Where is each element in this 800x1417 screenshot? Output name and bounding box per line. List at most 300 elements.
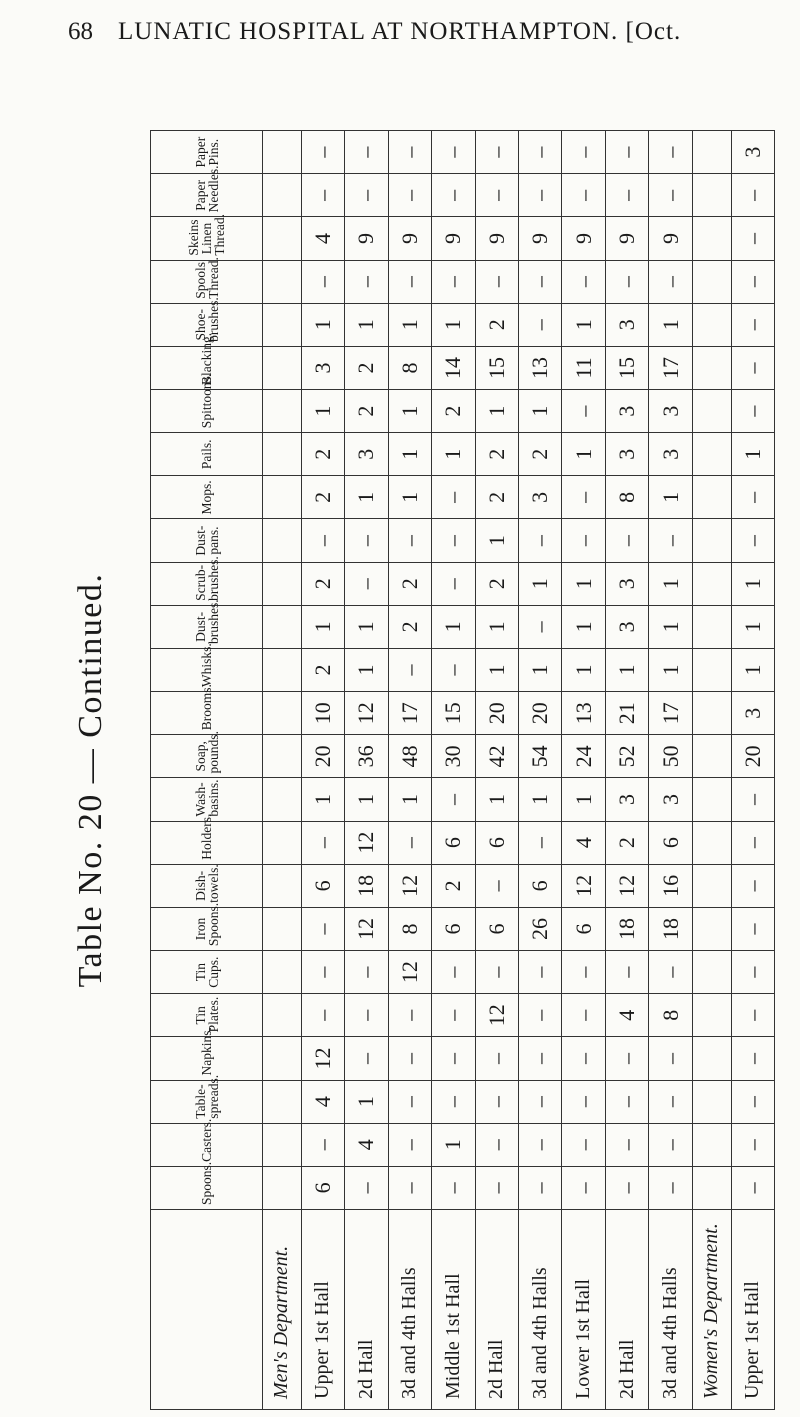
table-cell: – xyxy=(562,260,605,303)
table-cell: – xyxy=(301,994,344,1037)
table-cell: 1 xyxy=(475,648,518,691)
table-cell: 1 xyxy=(518,390,561,433)
table-cell: – xyxy=(475,1037,518,1080)
column-header: Table-spreads. xyxy=(151,1080,263,1123)
table-cell: 1 xyxy=(562,562,605,605)
table-caption-text: Table No. 20 — Continued. xyxy=(72,572,109,988)
column-header: Holders. xyxy=(151,821,263,864)
table-cell: 1 xyxy=(388,476,431,519)
table-cell: – xyxy=(432,994,475,1037)
table-cell: – xyxy=(301,260,344,303)
table-cell: 1 xyxy=(432,605,475,648)
table-row xyxy=(301,131,344,1410)
table-cell: 1 xyxy=(562,433,605,476)
table-cell: 8 xyxy=(649,994,692,1037)
table-cell xyxy=(692,519,731,562)
column-header: Wash-basins. xyxy=(151,778,263,821)
table-cell: 13 xyxy=(562,692,605,735)
table-cell: 1 xyxy=(475,519,518,562)
table-cell: 1 xyxy=(475,390,518,433)
table-cell: 1 xyxy=(345,303,388,346)
table-cell xyxy=(692,476,731,519)
table-cell: 3 xyxy=(731,131,775,174)
table-cell: 1 xyxy=(649,605,692,648)
table-cell: – xyxy=(301,519,344,562)
row-label: Upper 1st Hall xyxy=(731,1210,775,1410)
table-cell: – xyxy=(345,519,388,562)
table-cell: 12 xyxy=(388,951,431,994)
table-cell: 1 xyxy=(518,648,561,691)
table-cell: 2 xyxy=(518,433,561,476)
table-caption xyxy=(68,150,114,1410)
table-cell: – xyxy=(731,346,775,389)
table-cell: 20 xyxy=(475,692,518,735)
table-cell: – xyxy=(649,519,692,562)
table-cell: – xyxy=(345,1166,388,1209)
table-cell xyxy=(263,217,302,260)
table-cell: 1 xyxy=(475,605,518,648)
table-cell xyxy=(263,562,302,605)
table-cell: 4 xyxy=(345,1123,388,1166)
table-cell: 3 xyxy=(518,476,561,519)
table-cell xyxy=(263,260,302,303)
table-row xyxy=(475,131,518,1410)
table-cell: 9 xyxy=(562,217,605,260)
table-cell: – xyxy=(562,1037,605,1080)
table-cell xyxy=(263,864,302,907)
table-cell: 1 xyxy=(301,778,344,821)
table-cell: 8 xyxy=(605,476,648,519)
table-cell: – xyxy=(518,303,561,346)
running-head: LUNATIC HOSPITAL AT NORTHAMPTON. [Oct. xyxy=(118,18,682,45)
table-cell: 2 xyxy=(345,390,388,433)
table-cell: 1 xyxy=(475,778,518,821)
table-cell: 1 xyxy=(562,303,605,346)
table-cell: – xyxy=(731,1037,775,1080)
column-header: Dish-towels. xyxy=(151,864,263,907)
table-row xyxy=(345,131,388,1410)
table-cell: 17 xyxy=(388,692,431,735)
table-cell: 18 xyxy=(649,907,692,950)
table-cell: 6 xyxy=(432,907,475,950)
table-cell: – xyxy=(388,1166,431,1209)
table-cell: 1 xyxy=(649,648,692,691)
table-cell: – xyxy=(301,174,344,217)
table-cell: 1 xyxy=(345,1080,388,1123)
table-cell: 1 xyxy=(388,433,431,476)
table-cell: 12 xyxy=(345,821,388,864)
table-cell: – xyxy=(731,821,775,864)
table-cell: – xyxy=(562,994,605,1037)
table-cell: 3 xyxy=(301,346,344,389)
table-cell: – xyxy=(432,951,475,994)
table-cell: – xyxy=(731,1166,775,1209)
table-cell: – xyxy=(518,174,561,217)
table-cell: – xyxy=(345,562,388,605)
table-cell: – xyxy=(605,1037,648,1080)
table-cell xyxy=(692,433,731,476)
table-cell: 1 xyxy=(388,303,431,346)
table-cell: 1 xyxy=(301,605,344,648)
table-cell: 6 xyxy=(301,864,344,907)
corner-cell xyxy=(151,1210,263,1410)
table-cell: 9 xyxy=(605,217,648,260)
table-cell: – xyxy=(649,1123,692,1166)
table-cell: – xyxy=(731,303,775,346)
table-cell xyxy=(692,907,731,950)
table-cell xyxy=(263,1080,302,1123)
table-cell: 20 xyxy=(518,692,561,735)
table-cell: 26 xyxy=(518,907,561,950)
table-cell: – xyxy=(562,1123,605,1166)
table-cell: – xyxy=(388,519,431,562)
table-cell xyxy=(692,1123,731,1166)
row-label: Middle 1st Hall xyxy=(432,1210,475,1410)
table-cell: – xyxy=(605,260,648,303)
table-cell xyxy=(263,476,302,519)
table-cell: – xyxy=(605,1080,648,1123)
column-header: Shoe-brushes. xyxy=(151,303,263,346)
column-header: Spoons. xyxy=(151,1166,263,1209)
table-cell: – xyxy=(649,1080,692,1123)
table-cell: – xyxy=(562,476,605,519)
table-cell: – xyxy=(518,821,561,864)
table-cell xyxy=(263,1166,302,1209)
table-cell xyxy=(692,217,731,260)
table-cell: 1 xyxy=(605,648,648,691)
table-cell: – xyxy=(301,951,344,994)
table-cell: 2 xyxy=(388,605,431,648)
table-cell: – xyxy=(345,951,388,994)
column-header: Spools Thread. xyxy=(151,260,263,303)
table-cell: – xyxy=(731,260,775,303)
table-cell xyxy=(263,390,302,433)
table-cell: 1 xyxy=(432,303,475,346)
table-cell: 9 xyxy=(649,217,692,260)
table-cell xyxy=(263,778,302,821)
section-label: Women's Department. xyxy=(692,1210,731,1410)
table-cell xyxy=(263,346,302,389)
table-cell: – xyxy=(731,174,775,217)
table-cell: – xyxy=(475,260,518,303)
table-cell: – xyxy=(731,390,775,433)
column-header: Pails. xyxy=(151,433,263,476)
table-cell: 1 xyxy=(731,562,775,605)
table-cell: – xyxy=(475,864,518,907)
row-label: 3d and 4th Halls xyxy=(388,1210,431,1410)
row-label: 3d and 4th Halls xyxy=(518,1210,561,1410)
table-cell: – xyxy=(649,951,692,994)
table-cell xyxy=(263,648,302,691)
table-cell: 8 xyxy=(388,346,431,389)
table-cell: 2 xyxy=(475,433,518,476)
table-cell: 3 xyxy=(605,390,648,433)
row-label: 2d Hall xyxy=(605,1210,648,1410)
table-cell: 1 xyxy=(518,562,561,605)
column-header: Brooms. xyxy=(151,692,263,735)
supplies-table xyxy=(150,130,775,1410)
table-cell: 6 xyxy=(475,821,518,864)
table-cell: – xyxy=(562,1166,605,1209)
column-header: Tin Plates. xyxy=(151,994,263,1037)
table-cell: – xyxy=(731,864,775,907)
table-cell: 13 xyxy=(518,346,561,389)
table-cell: – xyxy=(475,1166,518,1209)
column-header: Napkins. xyxy=(151,1037,263,1080)
table-cell xyxy=(692,735,731,778)
table-cell: 50 xyxy=(649,735,692,778)
table-cell xyxy=(692,562,731,605)
table-cell xyxy=(692,778,731,821)
column-header: Spittoons. xyxy=(151,390,263,433)
table-cell: – xyxy=(731,1123,775,1166)
table-cell xyxy=(692,260,731,303)
table-cell xyxy=(692,1166,731,1209)
table-cell: – xyxy=(518,131,561,174)
table-cell: 48 xyxy=(388,735,431,778)
table-cell: 1 xyxy=(649,303,692,346)
table-cell: 54 xyxy=(518,735,561,778)
table-cell: – xyxy=(731,476,775,519)
section-row xyxy=(263,131,302,1410)
table-cell: 9 xyxy=(475,217,518,260)
table-cell: – xyxy=(301,821,344,864)
table-row xyxy=(388,131,431,1410)
table-cell: 2 xyxy=(301,476,344,519)
table-cell: 11 xyxy=(562,346,605,389)
table-cell: 3 xyxy=(649,390,692,433)
table-cell: – xyxy=(432,778,475,821)
table-cell: 52 xyxy=(605,735,648,778)
table-cell: 4 xyxy=(301,217,344,260)
table-cell xyxy=(263,131,302,174)
column-header: Skeins Linen Thread. xyxy=(151,217,263,260)
table-cell: 1 xyxy=(432,1123,475,1166)
table-cell: 12 xyxy=(301,1037,344,1080)
table-cell xyxy=(263,951,302,994)
table-cell: – xyxy=(432,260,475,303)
table-cell: – xyxy=(475,1080,518,1123)
table-cell: 6 xyxy=(518,864,561,907)
table-cell: 2 xyxy=(475,303,518,346)
column-header: Dust-pans. xyxy=(151,519,263,562)
table-cell xyxy=(692,648,731,691)
table-cell: 3 xyxy=(649,778,692,821)
table-cell xyxy=(263,821,302,864)
row-label: 3d and 4th Halls xyxy=(649,1210,692,1410)
table-cell: – xyxy=(562,390,605,433)
table-cell: 9 xyxy=(518,217,561,260)
table-cell: – xyxy=(388,994,431,1037)
table-cell: 12 xyxy=(562,864,605,907)
table-cell: 15 xyxy=(475,346,518,389)
table-cell: – xyxy=(388,1037,431,1080)
table-cell: – xyxy=(731,778,775,821)
column-header: Dust-brushes. xyxy=(151,605,263,648)
table-cell: – xyxy=(731,217,775,260)
table-cell: – xyxy=(432,562,475,605)
table-cell: 3 xyxy=(731,692,775,735)
table-cell: 1 xyxy=(388,778,431,821)
table-cell: – xyxy=(432,174,475,217)
table-cell: – xyxy=(731,907,775,950)
table-cell: 9 xyxy=(345,217,388,260)
table-cell: – xyxy=(388,648,431,691)
table-cell: 14 xyxy=(432,346,475,389)
table-cell: 18 xyxy=(345,864,388,907)
table-cell: 12 xyxy=(388,864,431,907)
table-cell: 18 xyxy=(605,907,648,950)
table-cell xyxy=(692,994,731,1037)
table-cell: 30 xyxy=(432,735,475,778)
table-cell: – xyxy=(605,131,648,174)
table-cell: – xyxy=(562,131,605,174)
column-header: Whisks. xyxy=(151,648,263,691)
row-label: Lower 1st Hall xyxy=(562,1210,605,1410)
table-cell: 21 xyxy=(605,692,648,735)
table-cell: 2 xyxy=(605,821,648,864)
table-cell: 4 xyxy=(605,994,648,1037)
table-cell xyxy=(692,390,731,433)
table-cell: 2 xyxy=(432,390,475,433)
table-cell: 3 xyxy=(605,303,648,346)
table-cell: 1 xyxy=(731,648,775,691)
table-cell: – xyxy=(475,131,518,174)
column-header: Tin Cups. xyxy=(151,951,263,994)
table-cell: – xyxy=(345,131,388,174)
table-cell: – xyxy=(731,994,775,1037)
table-cell: 1 xyxy=(301,390,344,433)
table-cell xyxy=(263,692,302,735)
table-cell: 9 xyxy=(432,217,475,260)
table-cell: – xyxy=(475,1123,518,1166)
section-label: Men's Department. xyxy=(263,1210,302,1410)
table-cell: – xyxy=(731,1080,775,1123)
table-cell: 2 xyxy=(301,562,344,605)
table-cell xyxy=(263,174,302,217)
table-cell xyxy=(692,605,731,648)
table-cell: – xyxy=(432,476,475,519)
table-cell: 1 xyxy=(562,605,605,648)
table-cell: 1 xyxy=(345,778,388,821)
table-cell: – xyxy=(562,1080,605,1123)
page-header xyxy=(0,18,800,58)
row-label: Upper 1st Hall xyxy=(301,1210,344,1410)
table-cell: 9 xyxy=(388,217,431,260)
table-cell xyxy=(692,1037,731,1080)
table-viewport xyxy=(150,130,775,1410)
table-cell: 3 xyxy=(345,433,388,476)
table-cell: 3 xyxy=(605,605,648,648)
table-cell: 2 xyxy=(301,433,344,476)
table-cell: – xyxy=(605,519,648,562)
table-cell: – xyxy=(518,1080,561,1123)
table-cell xyxy=(692,951,731,994)
section-row xyxy=(692,131,731,1410)
table-cell: 2 xyxy=(345,346,388,389)
table-cell: – xyxy=(388,821,431,864)
table-cell: 1 xyxy=(301,303,344,346)
table-cell: – xyxy=(649,174,692,217)
table-cell: – xyxy=(562,174,605,217)
table-cell: 12 xyxy=(605,864,648,907)
table-cell: 12 xyxy=(345,907,388,950)
table-cell: – xyxy=(731,519,775,562)
table-cell xyxy=(263,994,302,1037)
column-header: Mops. xyxy=(151,476,263,519)
table-cell: – xyxy=(301,907,344,950)
table-cell: 6 xyxy=(432,821,475,864)
column-header: Blacking. xyxy=(151,346,263,389)
table-cell xyxy=(692,303,731,346)
column-header: Scrub-brushes. xyxy=(151,562,263,605)
column-header: Paper Needles. xyxy=(151,174,263,217)
table-cell: – xyxy=(432,1037,475,1080)
table-cell: – xyxy=(649,1037,692,1080)
table-cell: – xyxy=(432,519,475,562)
table-cell: 1 xyxy=(432,433,475,476)
table-cell xyxy=(263,433,302,476)
table-cell: 10 xyxy=(301,692,344,735)
table-cell xyxy=(692,692,731,735)
table-cell: – xyxy=(432,1080,475,1123)
table-cell: – xyxy=(301,131,344,174)
table-cell: – xyxy=(518,1166,561,1209)
column-header: Soap, pounds. xyxy=(151,735,263,778)
table-cell: 12 xyxy=(345,692,388,735)
table-cell: 1 xyxy=(388,390,431,433)
table-cell: 24 xyxy=(562,735,605,778)
table-cell xyxy=(263,907,302,950)
table-cell: 6 xyxy=(562,907,605,950)
table-cell: 36 xyxy=(345,735,388,778)
column-header: Casters. xyxy=(151,1123,263,1166)
table-cell: 20 xyxy=(301,735,344,778)
table-cell: – xyxy=(388,260,431,303)
table-cell: – xyxy=(605,174,648,217)
table-cell: – xyxy=(345,174,388,217)
table-cell: – xyxy=(301,1123,344,1166)
table-cell: 3 xyxy=(605,562,648,605)
table-cell: – xyxy=(518,951,561,994)
table-cell xyxy=(692,1080,731,1123)
table-cell: – xyxy=(605,951,648,994)
table-cell: 15 xyxy=(432,692,475,735)
table-cell: – xyxy=(518,1037,561,1080)
table-cell: – xyxy=(475,951,518,994)
table-cell: – xyxy=(388,1123,431,1166)
table-cell: 17 xyxy=(649,692,692,735)
table-cell: – xyxy=(388,174,431,217)
table-row xyxy=(731,131,775,1410)
table-cell: – xyxy=(432,1166,475,1209)
table-cell: 2 xyxy=(301,648,344,691)
row-label: 2d Hall xyxy=(475,1210,518,1410)
table-row xyxy=(562,131,605,1410)
table-cell: – xyxy=(518,519,561,562)
table-cell: – xyxy=(345,260,388,303)
table-cell: 1 xyxy=(518,778,561,821)
table-cell: – xyxy=(649,260,692,303)
table-cell: 1 xyxy=(345,476,388,519)
table-cell: 15 xyxy=(605,346,648,389)
table-cell: 1 xyxy=(562,778,605,821)
table-cell: – xyxy=(605,1123,648,1166)
table-cell: 2 xyxy=(475,562,518,605)
column-header: Iron Spoons. xyxy=(151,907,263,950)
table-cell: – xyxy=(388,1080,431,1123)
table-cell: – xyxy=(649,1166,692,1209)
